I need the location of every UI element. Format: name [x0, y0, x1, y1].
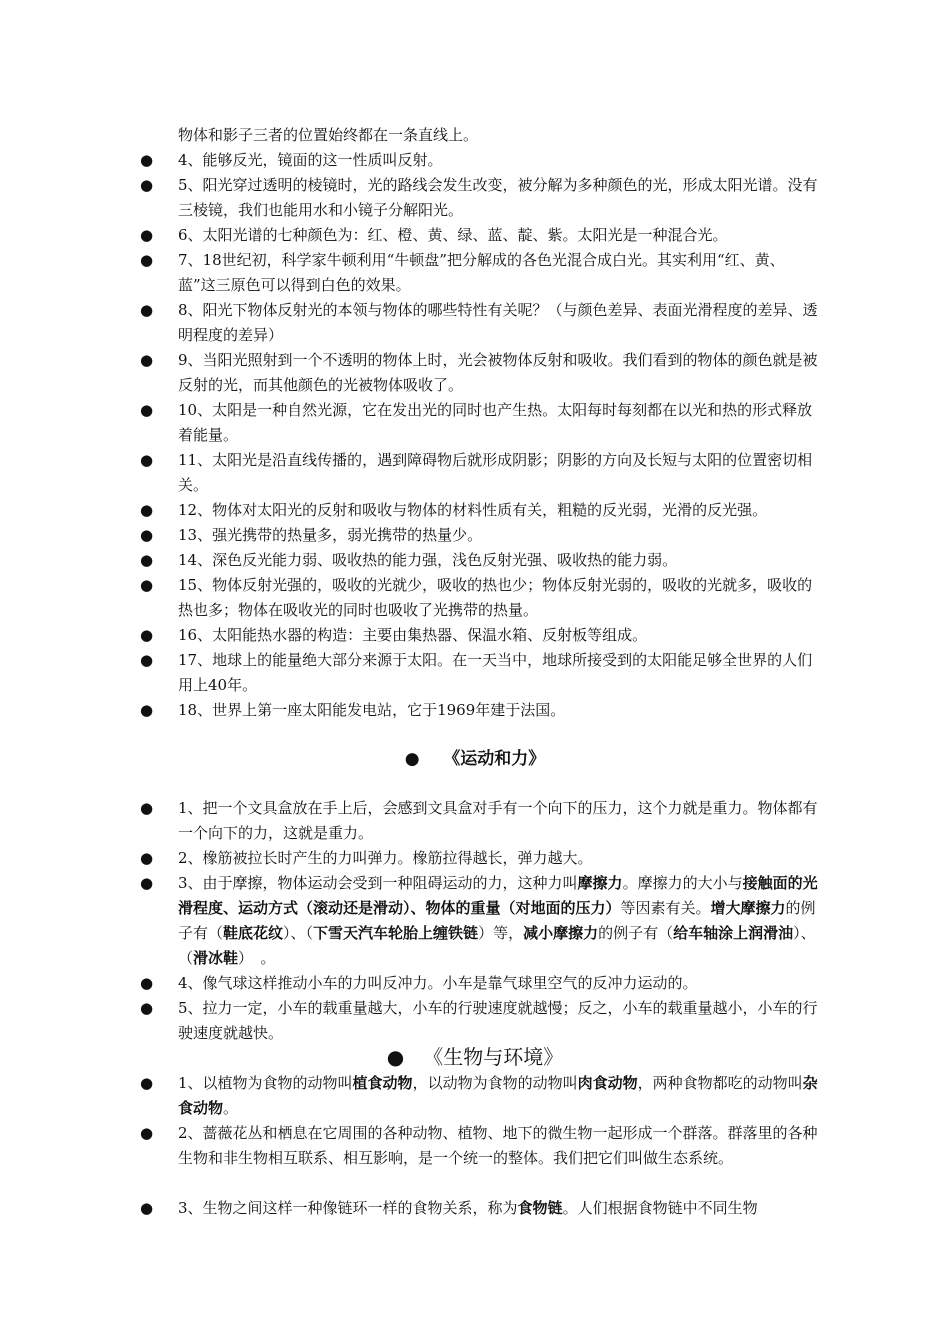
- bullet-icon: [140, 573, 160, 598]
- list-item: ● 18、世界上第一座太阳能发电站，它于1969年建于法国。: [140, 698, 820, 723]
- list-item: ● 8、阳光下物体反射光的本领与物体的哪些特性有关呢？（与颜色差异、表面光滑程度的差异、透明程度的差异）: [140, 298, 820, 348]
- bullet-icon: [140, 398, 160, 423]
- list-item: ● 11、太阳光是沿直线传播的，遇到障碍物后就形成阴影；阴影的方向及长短与太阳的位置密切相关。: [140, 448, 820, 498]
- list-item: ● 6、太阳光谱的七种颜色为：红、橙、黄、绿、蓝、靛、紫。太阳光是一种混合光。: [140, 223, 820, 248]
- list-item: ● 9、当阳光照射到一个不透明的物体上时，光会被物体反射和吸收。我们看到的物体的颜色就是被反射的光，而其他颜色的光被物体吸收了。: [140, 348, 820, 398]
- list-item: ● 17、地球上的能量绝大部分来源于太阳。在一天当中，地球所接受到的太阳能足够全世界的人们用上40年。: [140, 648, 820, 698]
- list-item: ● 2、蔷薇花丛和栖息在它周围的各种动物、植物、地下的微生物一起形成一个群落。群落里的各种生物和非生物相互联系、相互影响，是一个统一的整体。我们把它们叫做生态系统。: [140, 1121, 820, 1171]
- bullet-icon: [140, 173, 160, 198]
- list-item: ● 12、物体对太阳光的反射和吸收与物体的材料性质有关，粗糙的反光弱，光滑的反光强。: [140, 498, 820, 523]
- bullet-icon: [140, 298, 160, 323]
- bullet-icon: [140, 523, 160, 548]
- bullet-icon: [140, 348, 160, 373]
- friction-text: 3、由于摩擦，物体运动会受到一种阻碍运动的力，这种力叫摩擦力。摩擦力的大小与接触面的光滑程度、运动方式（滚动还是滑动）、物体的重量（对地面的压力）等因素有关。增大摩擦力的例子有（鞋底花纹）、（下雪天汽车轮胎上缠铁链）等，减小摩擦力的例子有（给车轴涂上润滑油）、（滑冰鞋） 。: [178, 874, 818, 967]
- list-item: ● 4、像气球这样推动小车的力叫反冲力。小车是靠气球里空气的反冲力运动的。: [140, 971, 820, 996]
- bullet-icon: [140, 996, 160, 1021]
- bullet-icon: [140, 1196, 160, 1221]
- bullet-icon: [140, 548, 160, 573]
- bullet-icon: [140, 796, 160, 821]
- bullet-icon: [140, 971, 160, 996]
- bullet-icon: [140, 846, 160, 871]
- bullet-icon: [405, 749, 420, 769]
- section-heading-motion: ● 《运动和力》: [0, 745, 950, 773]
- list-item: ● 14、深色反光能力弱、吸收热的能力强，浅色反射光强、吸收热的能力弱。: [140, 548, 820, 573]
- list-item: ● 3、生物之间这样一种像链环一样的食物关系，称为食物链。人们根据食物链中不同生物: [140, 1196, 820, 1221]
- list-item: [140, 871, 820, 971]
- section-heading-ecology: ● 《生物与环境》: [0, 1042, 950, 1072]
- bullet-icon: [140, 448, 160, 473]
- list-item: ● 16、太阳能热水器的构造：主要由集热器、保温水箱、反射板等组成。: [140, 623, 820, 648]
- list-item: ● 2、橡筋被拉长时产生的力叫弹力。橡筋拉得越长，弹力越大。: [140, 846, 820, 871]
- bullet-icon: [140, 623, 160, 648]
- bullet-icon: [140, 1121, 160, 1146]
- list-item: ● 5、拉力一定，小车的载重量越大，小车的行驶速度就越慢；反之，小车的载重量越小，小车的行驶速度就越快。: [140, 996, 820, 1046]
- list-item: ● 5、阳光穿过透明的棱镜时，光的路线会发生改变，被分解为多种颜色的光，形成太阳光谱。没有三棱镜，我们也能用水和小镜子分解阳光。: [140, 173, 820, 223]
- list-item: ● 7、18世纪初，科学家牛顿利用“牛顿盘”把分解成的各色光混合成白光。其实利用“红、黄、蓝”这三原色可以得到白色的效果。: [140, 248, 820, 298]
- list-item: ● 1、把一个文具盒放在手上后，会感到文具盒对手有一个向下的压力，这个力就是重力。物体都有一个向下的力，这就是重力。: [140, 796, 820, 846]
- bullet-icon: [140, 698, 160, 723]
- bullet-icon: [140, 248, 160, 273]
- list-item: ● 4、能够反光，镜面的这一性质叫反射。: [140, 148, 820, 173]
- bullet-icon: [140, 223, 160, 248]
- list-item: ● 15、物体反射光强的，吸收的光就少，吸收的热也少；物体反射光弱的，吸收的光就多，吸收的热也多；物体在吸收光的同时也吸收了光携带的热量。: [140, 573, 820, 623]
- bullet-icon: [140, 1071, 160, 1096]
- bullet-icon: [387, 1045, 404, 1069]
- continuation-line: 物体和影子三者的位置始终都在一条直线上。: [178, 126, 479, 144]
- bullet-icon: [140, 871, 160, 896]
- list-item: ● 1、以植物为食物的动物叫植食动物，以动物为食物的动物叫肉食动物，两种食物都吃的动物叫杂食动物。: [140, 1071, 820, 1121]
- bullet-icon: [140, 148, 160, 173]
- list-item: ● 10、太阳是一种自然光源，它在发出光的同时也产生热。太阳每时每刻都在以光和热的形式释放着能量。: [140, 398, 820, 448]
- bullet-icon: [140, 648, 160, 673]
- bullet-icon: [140, 498, 160, 523]
- list-item: ● 13、强光携带的热量多，弱光携带的热量少。: [140, 523, 820, 548]
